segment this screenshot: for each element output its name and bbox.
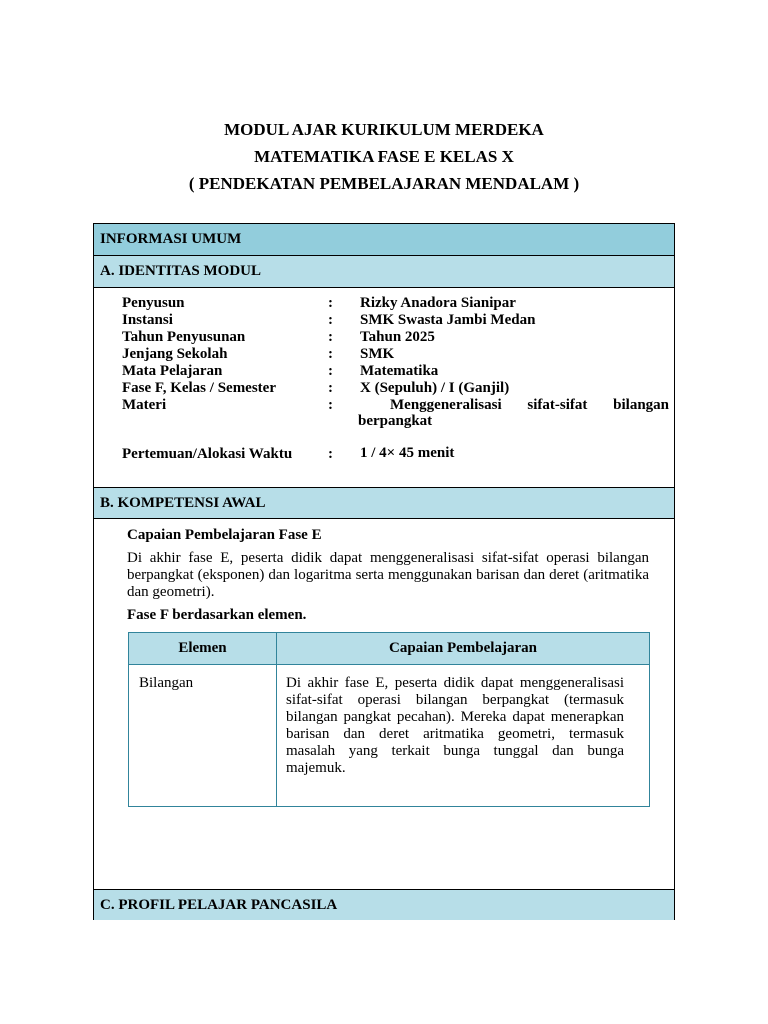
field-value: 1 / 4× 45 menit xyxy=(360,445,455,461)
capaian-table xyxy=(128,632,650,807)
field-label: Mata Pelajaran xyxy=(122,363,223,379)
fase-heading: Fase F berdasarkan elemen. xyxy=(127,607,307,623)
document-title-line-2: MATEMATIKA FASE E KELAS X xyxy=(254,147,514,166)
section-informasi-umum: INFORMASI UMUM xyxy=(94,224,674,256)
cp-heading: Capaian Pembelajaran Fase E xyxy=(127,527,322,543)
field-colon: : xyxy=(328,363,333,379)
section-identitas-modul: A. IDENTITAS MODUL xyxy=(94,256,674,288)
capaian-table-header xyxy=(129,632,649,665)
field-colon: : xyxy=(328,312,333,328)
field-label: Jenjang Sekolah xyxy=(122,346,228,362)
section-kompetensi-awal: B. KOMPETENSI AWAL xyxy=(94,487,674,519)
field-value: SMK Swasta Jambi Medan xyxy=(360,312,536,328)
field-label: Tahun Penyusunan xyxy=(122,329,246,345)
field-value: SMK xyxy=(360,346,395,362)
header-capaian-pembelajaran: Capaian Pembelajaran xyxy=(389,640,537,656)
module-info-frame xyxy=(93,223,675,920)
field-label: Instansi xyxy=(122,312,173,328)
column-divider xyxy=(276,632,277,807)
cell-elemen: Bilangan xyxy=(139,675,194,691)
field-value: Menggeneralisasi sifat-sifat bilangan xyxy=(390,397,669,413)
field-label: Penyusun xyxy=(122,295,185,311)
section-profil-pelajar-pancasila: C. PROFIL PELAJAR PANCASILA xyxy=(94,889,674,920)
document-title-line-3: ( PENDEKATAN PEMBELAJARAN MENDALAM ) xyxy=(188,174,580,193)
cp-paragraph: Di akhir fase E, peserta didik dapat menggeneralisasi sifat-sifat operasi bilangan berpangkat (eksponen) dan logaritma serta menggunakan barisan dan deret (aritmatika dan geometri). xyxy=(127,550,649,600)
field-value: Tahun 2025 xyxy=(360,329,435,345)
field-colon: : xyxy=(328,295,333,311)
field-colon: : xyxy=(328,380,333,396)
field-value: Matematika xyxy=(360,363,439,379)
field-label: Fase F, Kelas / Semester xyxy=(122,380,276,396)
field-colon: : xyxy=(328,446,333,462)
field-colon: : xyxy=(328,397,333,413)
field-label: Pertemuan/Alokasi Waktu xyxy=(122,446,293,462)
field-colon: : xyxy=(328,346,333,362)
field-colon: : xyxy=(328,329,333,345)
field-value-continued: berpangkat xyxy=(358,413,433,429)
field-value: Rizky Anadora Sianipar xyxy=(360,295,516,311)
document-title-line-1: MODUL AJAR KURIKULUM MERDEKA xyxy=(224,120,544,139)
header-elemen: Elemen xyxy=(178,640,227,656)
field-label: Materi xyxy=(122,397,167,413)
field-value: X (Sepuluh) / I (Ganjil) xyxy=(360,380,510,396)
cell-capaian: Di akhir fase E, peserta didik dapat menggeneralisasi sifat-sifat operasi bilangan berpangkat (termasuk bilangan pangkat pecahan). Mereka dapat menerapkan barisan dan deret aritmatika geometri, termasuk masalah yang terkait bunga tunggal dan bunga majemuk. xyxy=(286,675,624,776)
